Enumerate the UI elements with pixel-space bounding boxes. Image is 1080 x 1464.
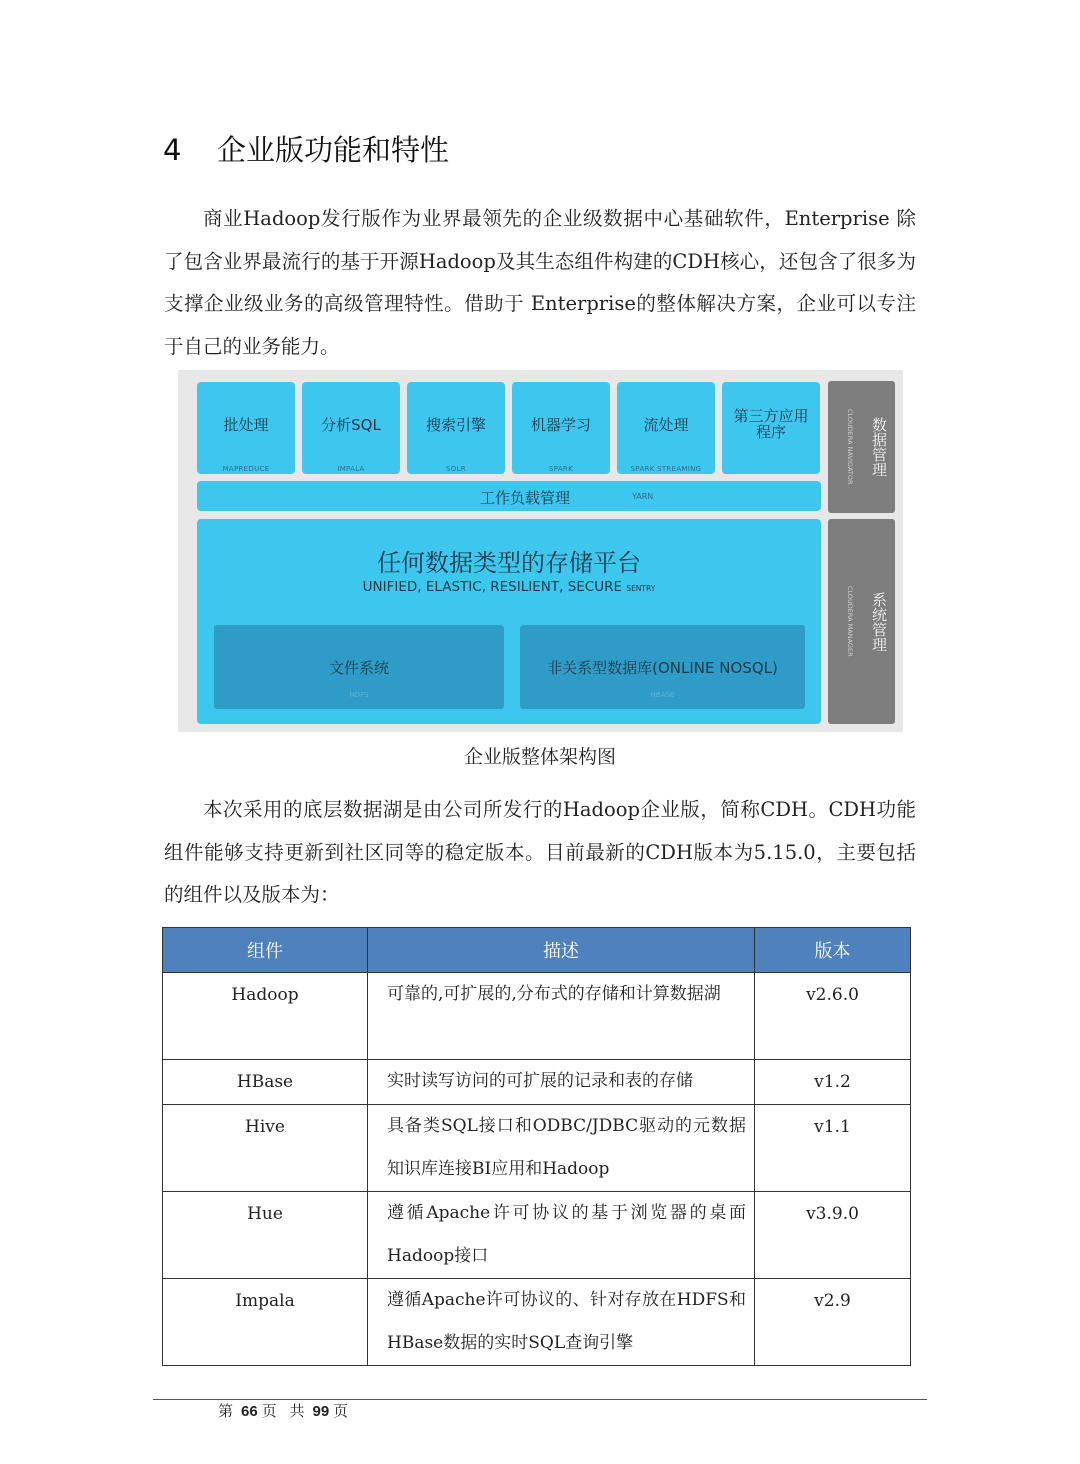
- module-sub: SPARK STREAMING: [630, 465, 702, 473]
- table-row: [163, 973, 911, 1060]
- component-name: HBase: [163, 1060, 368, 1105]
- footer-prefix: 第: [218, 1402, 238, 1420]
- module-title: 第三方应用程序: [733, 407, 809, 441]
- data-management-bar: [828, 381, 895, 513]
- module-batch: [197, 382, 295, 474]
- data-management-label: 数据管理: [870, 417, 888, 477]
- hbase-title: 非关系型数据库(ONLINE NOSQL): [547, 659, 778, 677]
- footer-suffix: 页: [333, 1402, 353, 1420]
- component-version: v2.9: [755, 1279, 911, 1366]
- table-row: [163, 1105, 911, 1192]
- component-name: Hue: [163, 1192, 368, 1279]
- architecture-diagram: [178, 370, 903, 732]
- module-ml: [512, 382, 610, 474]
- module-third-party: [722, 382, 820, 474]
- header-component: 组件: [163, 928, 368, 973]
- module-sub: MAPREDUCE: [222, 465, 270, 473]
- module-sub: SOLR: [446, 465, 466, 473]
- component-desc-text: 遵循Apache许可协议的基于浏览器的桌面Hadoop接口: [387, 1203, 746, 1266]
- module-title: 机器学习: [530, 416, 591, 434]
- component-name: Impala: [163, 1279, 368, 1366]
- storage-platform: [197, 519, 821, 724]
- manager-label: CLOUDERA MANAGER: [846, 586, 854, 657]
- component-desc: [368, 1192, 755, 1279]
- module-title: 搜索引擎: [425, 416, 486, 434]
- hbase-sub: HBASE: [650, 691, 675, 699]
- section-number: 4: [163, 133, 182, 167]
- storage-title: 任何数据类型的存储平台: [377, 549, 641, 577]
- storage-subtitle-tag: SENTRY: [626, 584, 656, 593]
- yarn-bar: [197, 481, 821, 511]
- page-footer: [218, 1400, 352, 1421]
- component-desc-text: 具备类SQL接口和ODBC/JDBC驱动的元数据知识库连接BI应用和Hadoop: [387, 1116, 746, 1179]
- system-management-label: 系统管理: [870, 591, 888, 652]
- component-desc-text: 实时读写访问的可扩展的记录和表的存储: [387, 1071, 693, 1091]
- table-header-row: [163, 928, 911, 973]
- section-heading: [163, 128, 449, 169]
- intro-paragraph: 商业Hadoop发行版作为业界最领先的企业级数据中心基础软件，Enterprise 除了包含业界最流行的基于开源Hadoop及其生态组件构建的CDH核心，还包含了很多为支撑企业级业务的高级管理特性。借助于 Enterprise的整体解决方案，企业可以专注于自己的业务能力。: [164, 207, 916, 358]
- module-title: 批处理: [223, 416, 269, 434]
- module-title: 流处理: [643, 416, 689, 434]
- footer-total-pages: 99: [312, 1403, 330, 1420]
- yarn-title: 工作负载管理: [480, 489, 571, 507]
- component-version: v1.2: [755, 1060, 911, 1105]
- component-version: v1.1: [755, 1105, 911, 1192]
- module-sql: [302, 382, 400, 474]
- header-version: 版本: [755, 928, 911, 973]
- navigator-label: CLOUDERA NAVIGATOR: [846, 409, 854, 485]
- table-row: [163, 1060, 911, 1105]
- header-description: 描述: [368, 928, 755, 973]
- component-desc: [368, 1279, 755, 1366]
- footer-middle: 页 共: [261, 1402, 309, 1420]
- hdfs-sub: HDFS: [349, 691, 369, 699]
- storage-subtitle-text: UNIFIED, ELASTIC, RESILIENT, SECURE: [362, 579, 623, 595]
- yarn-sub: YARN: [632, 492, 654, 501]
- section-title: 企业版功能和特性: [217, 133, 450, 167]
- component-name: Hive: [163, 1105, 368, 1192]
- footer-page-number: 66: [241, 1403, 258, 1420]
- system-management-bar: [828, 519, 895, 724]
- module-stream: [617, 382, 715, 474]
- component-desc-text: 可靠的,可扩展的,分布式的存储和计算数据湖: [387, 984, 721, 1004]
- hdfs-block: [214, 625, 504, 709]
- component-version: v2.6.0: [755, 973, 911, 1060]
- component-desc: [368, 1060, 755, 1105]
- table-row: [163, 1279, 911, 1366]
- figure-caption: 企业版整体架构图: [463, 746, 616, 768]
- component-name: Hadoop: [163, 973, 368, 1060]
- cdh-paragraph: 本次采用的底层数据湖是由公司所发行的Hadoop企业版，简称CDH。CDH功能组件能够支持更新到社区同等的稳定版本。目前最新的CDH版本为5.15.0，主要包括的组件以及版本为：: [164, 798, 916, 906]
- component-desc: [368, 973, 755, 1060]
- module-sub: IMPALA: [337, 465, 365, 473]
- hdfs-title: 文件系统: [328, 659, 389, 677]
- component-version: v3.9.0: [755, 1192, 911, 1279]
- storage-subtitle: [197, 579, 821, 595]
- components-table: [162, 927, 911, 1366]
- module-search: [407, 382, 505, 474]
- component-desc-text: 遵循Apache许可协议的、针对存放在HDFS和HBase数据的实时SQL查询引擎: [387, 1290, 746, 1353]
- component-desc: [368, 1105, 755, 1192]
- hbase-block: [520, 625, 805, 709]
- module-title: 分析SQL: [321, 416, 381, 434]
- table-row: [163, 1192, 911, 1279]
- module-sub: SPARK: [549, 465, 573, 473]
